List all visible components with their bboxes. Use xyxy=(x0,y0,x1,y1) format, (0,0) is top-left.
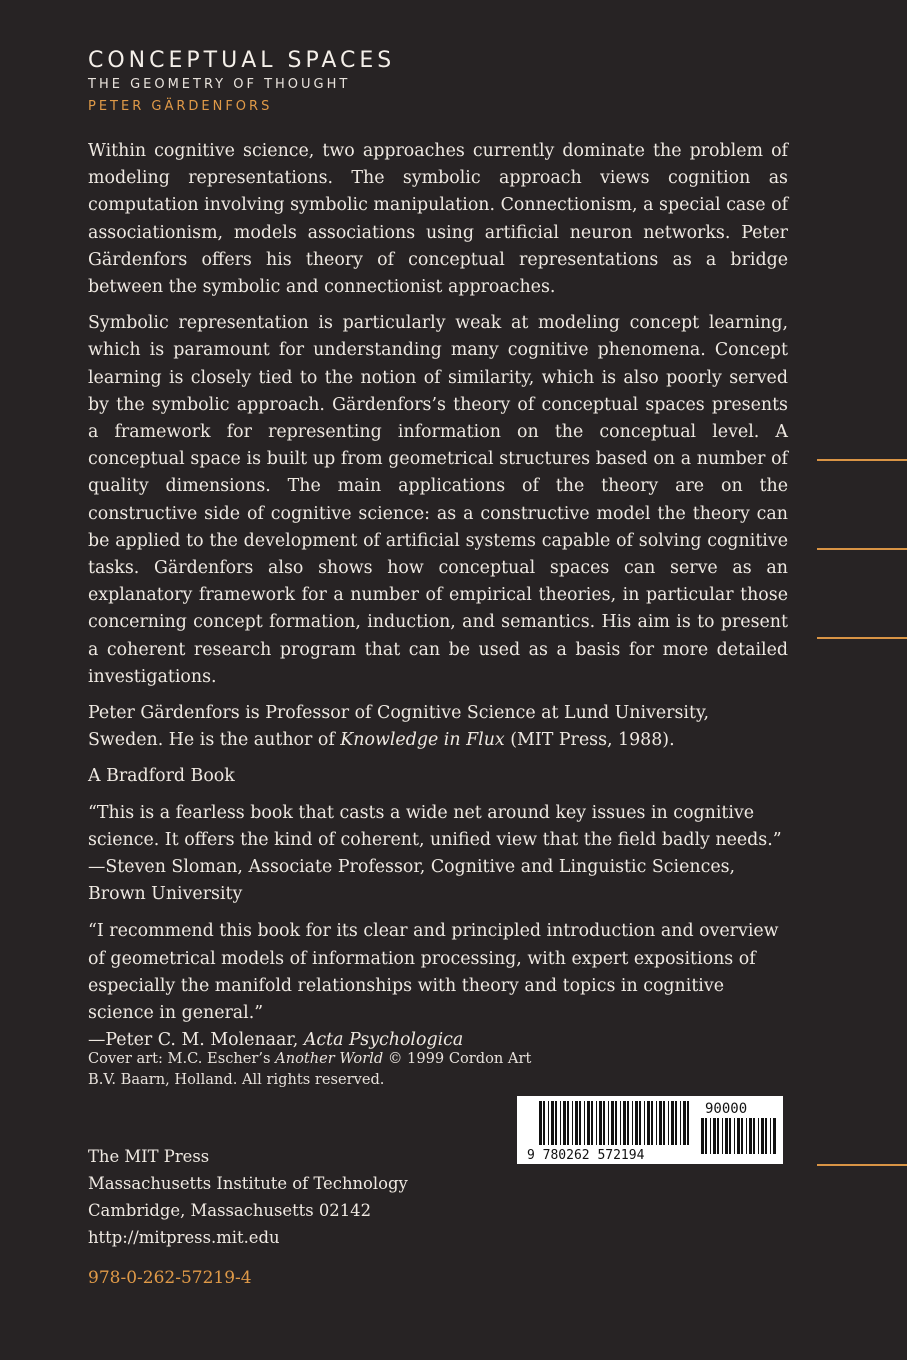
barcode-bar xyxy=(587,1101,590,1145)
barcode-digits: 9 780262 572194 xyxy=(527,1148,645,1163)
barcode-bar xyxy=(639,1101,641,1145)
barcode-bar xyxy=(668,1101,669,1145)
barcode-bar xyxy=(741,1118,743,1154)
barcode-bar xyxy=(656,1101,657,1145)
author-bio xyxy=(88,700,788,754)
review-quote-1-attribution: —Steven Sloman, Associate Professor, Cognitive and Linguistic Sciences, Brown University xyxy=(88,857,736,905)
author-bio-text: Peter Gärdenfors is Professor of Cognitive Science at Lund University, Sweden. He is the author of xyxy=(88,703,710,751)
barcode-bar xyxy=(608,1101,609,1145)
barcode-bar xyxy=(584,1101,585,1145)
barcode-bar xyxy=(713,1118,716,1154)
review-quote-2-source: Acta Psychologica xyxy=(303,1030,464,1051)
barcode-bar xyxy=(623,1101,626,1145)
publisher-url: http://mitpress.mit.edu xyxy=(88,1228,280,1247)
barcode-bar xyxy=(647,1101,650,1145)
publisher-institution: Massachusetts Institute of Technology xyxy=(88,1174,408,1193)
back-cover-text xyxy=(88,138,788,1064)
review-quote-1-text: “This is a fearless book that casts a wide net around key issues in cognitive science. It offers the kind of coherent, unified view that the field badly needs.” xyxy=(88,802,782,850)
barcode-bar xyxy=(620,1101,621,1145)
barcode-bar xyxy=(596,1101,597,1145)
review-quote-1 xyxy=(88,800,788,909)
edge-mark xyxy=(817,637,907,639)
barcode-addon-digits: 90000 xyxy=(705,1101,748,1117)
barcode-bar xyxy=(560,1101,561,1145)
edge-mark xyxy=(817,1164,907,1166)
barcode-bar xyxy=(749,1118,752,1154)
barcode-bar xyxy=(591,1101,593,1145)
cover-art-work-title: Another World xyxy=(275,1050,384,1067)
barcode-bar xyxy=(687,1101,689,1145)
barcode-bar xyxy=(635,1101,638,1145)
book-title: CONCEPTUAL SPACES xyxy=(88,48,396,73)
author-bio-text-end: (MIT Press, 1988). xyxy=(504,730,675,751)
barcode-bar xyxy=(579,1101,581,1145)
barcode-addon-bars xyxy=(701,1118,776,1154)
barcode-bar xyxy=(705,1118,707,1154)
barcode-bar xyxy=(734,1118,735,1154)
publisher-name: The MIT Press xyxy=(88,1147,210,1166)
barcode-bar xyxy=(675,1101,677,1145)
barcode-bar xyxy=(599,1101,602,1145)
review-quote-2 xyxy=(88,918,788,1054)
book-author: PETER GÄRDENFORS xyxy=(88,99,273,114)
barcode-bar xyxy=(717,1118,719,1154)
barcode-bar xyxy=(539,1101,542,1145)
barcode-bar xyxy=(632,1101,633,1145)
cover-art-credit xyxy=(88,1048,548,1090)
description-paragraph-1: Within cognitive science, two approaches currently dominate the problem of modeling representations. The symbolic approach views cognition as computation involving symbolic manipulation. Connectionism, a special case of associationism, models associations using artificial neuron networks. Peter Gärdenfors offers his theory of conceptual representations as a bridge between the symbolic and connectionist approaches. xyxy=(88,141,788,298)
barcode-bar xyxy=(543,1101,545,1145)
barcode-bar xyxy=(683,1101,686,1145)
author-bio-book-title: Knowledge in Flux xyxy=(340,730,505,751)
book-subtitle: THE GEOMETRY OF THOUGHT xyxy=(88,77,351,92)
review-quote-2-attribution: —Peter C. M. Molenaar, xyxy=(88,1030,304,1051)
barcode-bar xyxy=(770,1118,771,1154)
barcode-bars xyxy=(539,1101,689,1145)
barcode-bar xyxy=(725,1118,728,1154)
barcode-bar xyxy=(663,1101,665,1145)
isbn-number: 978-0-262-57219-4 xyxy=(88,1268,252,1288)
barcode-bar xyxy=(737,1118,740,1154)
barcode-bar xyxy=(611,1101,614,1145)
barcode-bar xyxy=(701,1118,704,1154)
header xyxy=(88,48,395,116)
imprint-line: A Bradford Book xyxy=(88,766,235,787)
barcode-bar xyxy=(773,1118,776,1154)
barcode-bar xyxy=(761,1118,764,1154)
barcode-bar xyxy=(567,1101,569,1145)
cover-art-credit-rights: © 1999 Cordon Art B.V. Baarn, Holland. All rights reserved. xyxy=(88,1050,532,1088)
barcode-bar xyxy=(746,1118,747,1154)
edge-mark xyxy=(817,548,907,550)
barcode-bar xyxy=(729,1118,731,1154)
barcode-bar xyxy=(572,1101,573,1145)
barcode-bar xyxy=(563,1101,566,1145)
publisher-address: Cambridge, Massachusetts 02142 xyxy=(88,1201,372,1220)
edge-mark xyxy=(817,459,907,461)
barcode-bar xyxy=(615,1101,617,1145)
barcode-bar xyxy=(680,1101,681,1145)
barcode-bar xyxy=(671,1101,674,1145)
description-paragraph-2: Symbolic representation is particularly weak at modeling concept learning, which is paramount for understanding many cognitive phenomena. Concept learning is closely tied to the notion of similarity, which is also poorly served by the symbolic approach. Gärdenfors’s theory of conceptual spaces presents a framework for representing information on the conceptual level. A conceptual space is built up from geometrical structures based on a number of quality dimensions. The main applications of the theory are on the constructive side of cognitive science: as a constructive model the theory can be applied to the development of artificial systems capable of solving cognitive tasks. Gärdenfors also shows how conceptual spaces can serve as an explanatory framework for a number of empirical theories, in particular those concerning concept formation, induction, and semantics. His aim is to present a coherent research program that can be used as a basis for more detailed investigations. xyxy=(88,313,788,687)
barcode-bar xyxy=(644,1101,645,1145)
barcode-bar xyxy=(710,1118,711,1154)
barcode-bar xyxy=(753,1118,755,1154)
barcode-bar xyxy=(722,1118,723,1154)
barcode-bar xyxy=(555,1101,557,1145)
barcode-bar xyxy=(659,1101,662,1145)
review-quote-2-text: “I recommend this book for its clear and principled introduction and overview of geometrical models of information processing, with expert expositions of especially the manifold relationships with theory and topics in cognitive science in general.” xyxy=(88,921,779,1024)
barcode-bar xyxy=(551,1101,554,1145)
isbn-barcode xyxy=(517,1096,783,1164)
barcode-bar xyxy=(758,1118,759,1154)
barcode-bar xyxy=(603,1101,605,1145)
publisher-info xyxy=(88,1143,408,1251)
barcode-bar xyxy=(575,1101,578,1145)
barcode-bar xyxy=(627,1101,629,1145)
barcode-graphic xyxy=(517,1096,783,1164)
barcode-bar xyxy=(765,1118,767,1154)
barcode-bar xyxy=(548,1101,549,1145)
barcode-bar xyxy=(651,1101,653,1145)
cover-art-credit-text: Cover art: M.C. Escher’s xyxy=(88,1050,276,1067)
